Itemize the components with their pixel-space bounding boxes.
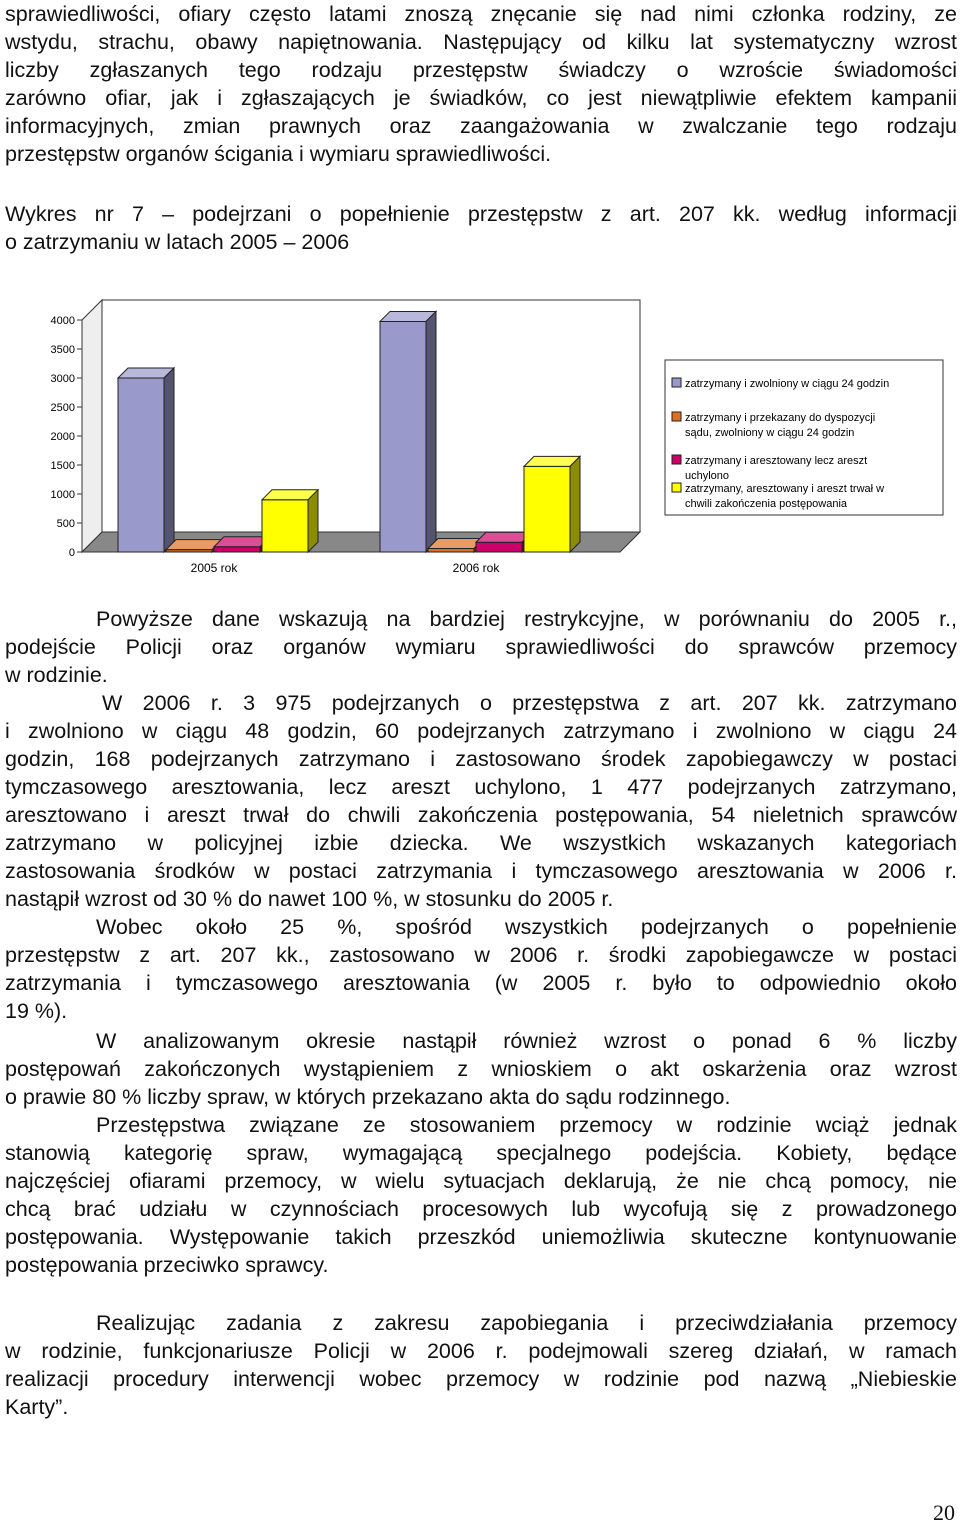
bar	[428, 549, 474, 552]
text-line: podejście Policji oraz organów wymiaru sprawiedliwości do sprawców przemocy	[5, 635, 957, 659]
bar-chart	[0, 295, 960, 585]
text-line: zastosowania środków w postaci zatrzymania i tymczasowego aresztowania w 2006 r.	[5, 859, 957, 883]
text-line: godzin, 168 podejrzanych zatrzymano i zastosowano środek zapobiegawczy w postaci	[5, 747, 957, 771]
bar	[214, 547, 260, 552]
text-line: realizacji procedury interwencji wobec przemocy w rodzinie pod nazwą „Niebieskie	[5, 1367, 957, 1391]
text-line: tymczasowego aresztowania, lecz areszt uchylono, 1 477 podejrzanych zatrzymano,	[5, 775, 957, 799]
text-line: 19 %).	[5, 999, 68, 1023]
text-line: w rodzinie.	[5, 663, 108, 687]
text-line: zarówno ofiar, jak i zgłaszających je świadków, co jest niewątpliwie efektem kampanii	[5, 86, 957, 110]
y-tick-label: 3000	[50, 373, 75, 385]
text-line: stanowią kategorię spraw, wymagającą specjalnego podejścia. Kobiety, będące	[5, 1141, 957, 1165]
legend-label: sądu, zwolniony w ciągu 24 godzin	[685, 427, 855, 439]
legend-label: zatrzymany i aresztowany lecz areszt	[685, 455, 868, 467]
legend-swatch	[672, 455, 681, 464]
text-line: nastąpił wzrost od 30 % do nawet 100 %, w stosunku do 2005 r.	[5, 887, 614, 911]
y-tick-label: 3500	[50, 344, 75, 356]
text-line: postępowania przeciwko sprawcy.	[5, 1253, 329, 1277]
caption-line: o zatrzymaniu w latach 2005 – 2006	[5, 230, 350, 254]
text-line: W 2006 r. 3 975 podejrzanych o przestępstwa z art. 207 kk. zatrzymano	[102, 691, 957, 715]
y-tick-label: 1000	[50, 489, 75, 501]
legend-label: uchylono	[685, 470, 730, 482]
bar	[262, 500, 308, 552]
bar-side	[426, 311, 436, 552]
bar-side	[164, 368, 174, 552]
x-category-label: 2006 rok	[452, 561, 500, 575]
text-line: informacyjnych, zmian prawnych oraz zaangażowania w zwalczanie tego rodzaju	[5, 114, 957, 138]
legend-swatch	[672, 412, 681, 421]
text-line: Wobec około 25 %, spośród wszystkich podejrzanych o popełnienie	[96, 915, 957, 939]
legend-label: zatrzymany, aresztowany i areszt trwał w	[685, 483, 885, 495]
bar	[524, 466, 570, 552]
text-line: przestępstw organów ścigania i wymiaru sprawiedliwości.	[5, 142, 552, 166]
y-tick-label: 1500	[50, 460, 75, 472]
text-line: liczby zgłaszanych tego rodzaju przestępstw świadczy o wzroście świadomości	[5, 58, 957, 82]
text-line: Powyższe dane wskazują na bardziej restrykcyjne, w porównaniu do 2005 r.,	[96, 607, 957, 631]
text-line: Realizując zadania z zakresu zapobiegania i przeciwdziałania przemocy	[96, 1311, 957, 1335]
text-line: sprawiedliwości, ofiary często latami znoszą znęcanie się nad nimi członka rodziny, ze	[5, 2, 957, 26]
caption-line: Wykres nr 7 – podejrzani o popełnienie przestępstw z art. 207 kk. według informacji	[5, 202, 957, 226]
text-line: w rodzinie, funkcjonariusze Policji w 2006 r. podejmowali szereg działań, w ramach	[5, 1339, 957, 1363]
text-line: przestępstw z art. 207 kk., zastosowano w 2006 r. środki zapobiegawcze w postaci	[5, 943, 957, 967]
text-line: najczęściej ofiarami przemocy, w wielu sytuacjach deklarują, że nie chcą pomocy, nie	[5, 1169, 957, 1193]
bar-chart-svg	[0, 295, 960, 585]
x-category-label: 2005 rok	[190, 561, 238, 575]
y-tick-label: 4000	[50, 315, 75, 327]
y-tick-label: 0	[68, 547, 75, 559]
text-line: wstydu, strachu, obawy napiętnowania. Następujący od kilku lat systematyczny wzrost	[5, 30, 957, 54]
text-line: W analizowanym okresie nastąpił również wzrost o ponad 6 % liczby	[96, 1029, 957, 1053]
bar-side	[308, 490, 318, 552]
text-line: aresztowano i areszt trwał do chwili zakończenia postępowania, 54 nieletnich sprawców	[5, 803, 957, 827]
bar-side	[570, 456, 580, 552]
y-tick-label: 2000	[50, 431, 75, 443]
y-tick-label: 2500	[50, 402, 75, 414]
text-line: postępowania. Występowanie takich przeszkód uniemożliwia skuteczne kontynuowanie	[5, 1225, 957, 1249]
text-line: zatrzymania i tymczasowego aresztowania (w 2005 r. było to odpowiednio około	[5, 971, 957, 995]
plot-side-wall	[82, 300, 102, 552]
legend-swatch	[672, 483, 681, 492]
text-line: zatrzymano w policyjnej izbie dziecka. We wszystkich wskazanych kategoriach	[5, 831, 957, 855]
legend-label: chwili zakończenia postępowania	[685, 498, 848, 510]
legend-label: zatrzymany i zwolniony w ciągu 24 godzin	[685, 378, 890, 390]
bar	[476, 542, 522, 552]
y-tick-label: 500	[56, 518, 75, 530]
text-line: chcą brać udziału w czynnościach procesowych lub wycofują się z prowadzonego	[5, 1197, 957, 1221]
bar	[118, 378, 164, 552]
bar	[380, 321, 426, 552]
text-line: postępowań zakończonych wystąpieniem z wnioskiem o akt oskarżenia oraz wzrost	[5, 1057, 957, 1081]
legend-swatch	[672, 378, 681, 387]
text-line: i zwolniono w ciągu 48 godzin, 60 podejrzanych zatrzymano i zwolniono w ciągu 24	[5, 719, 957, 743]
text-line: Przestępstwa związane ze stosowaniem przemocy w rodzinie wciąż jednak	[96, 1113, 957, 1137]
page-number: 20	[933, 1500, 955, 1525]
text-line: o prawie 80 % liczby spraw, w których przekazano akta do sądu rodzinnego.	[5, 1085, 731, 1109]
text-line: Karty”.	[5, 1395, 69, 1419]
legend-label: zatrzymany i przekazany do dyspozycji	[685, 412, 876, 424]
